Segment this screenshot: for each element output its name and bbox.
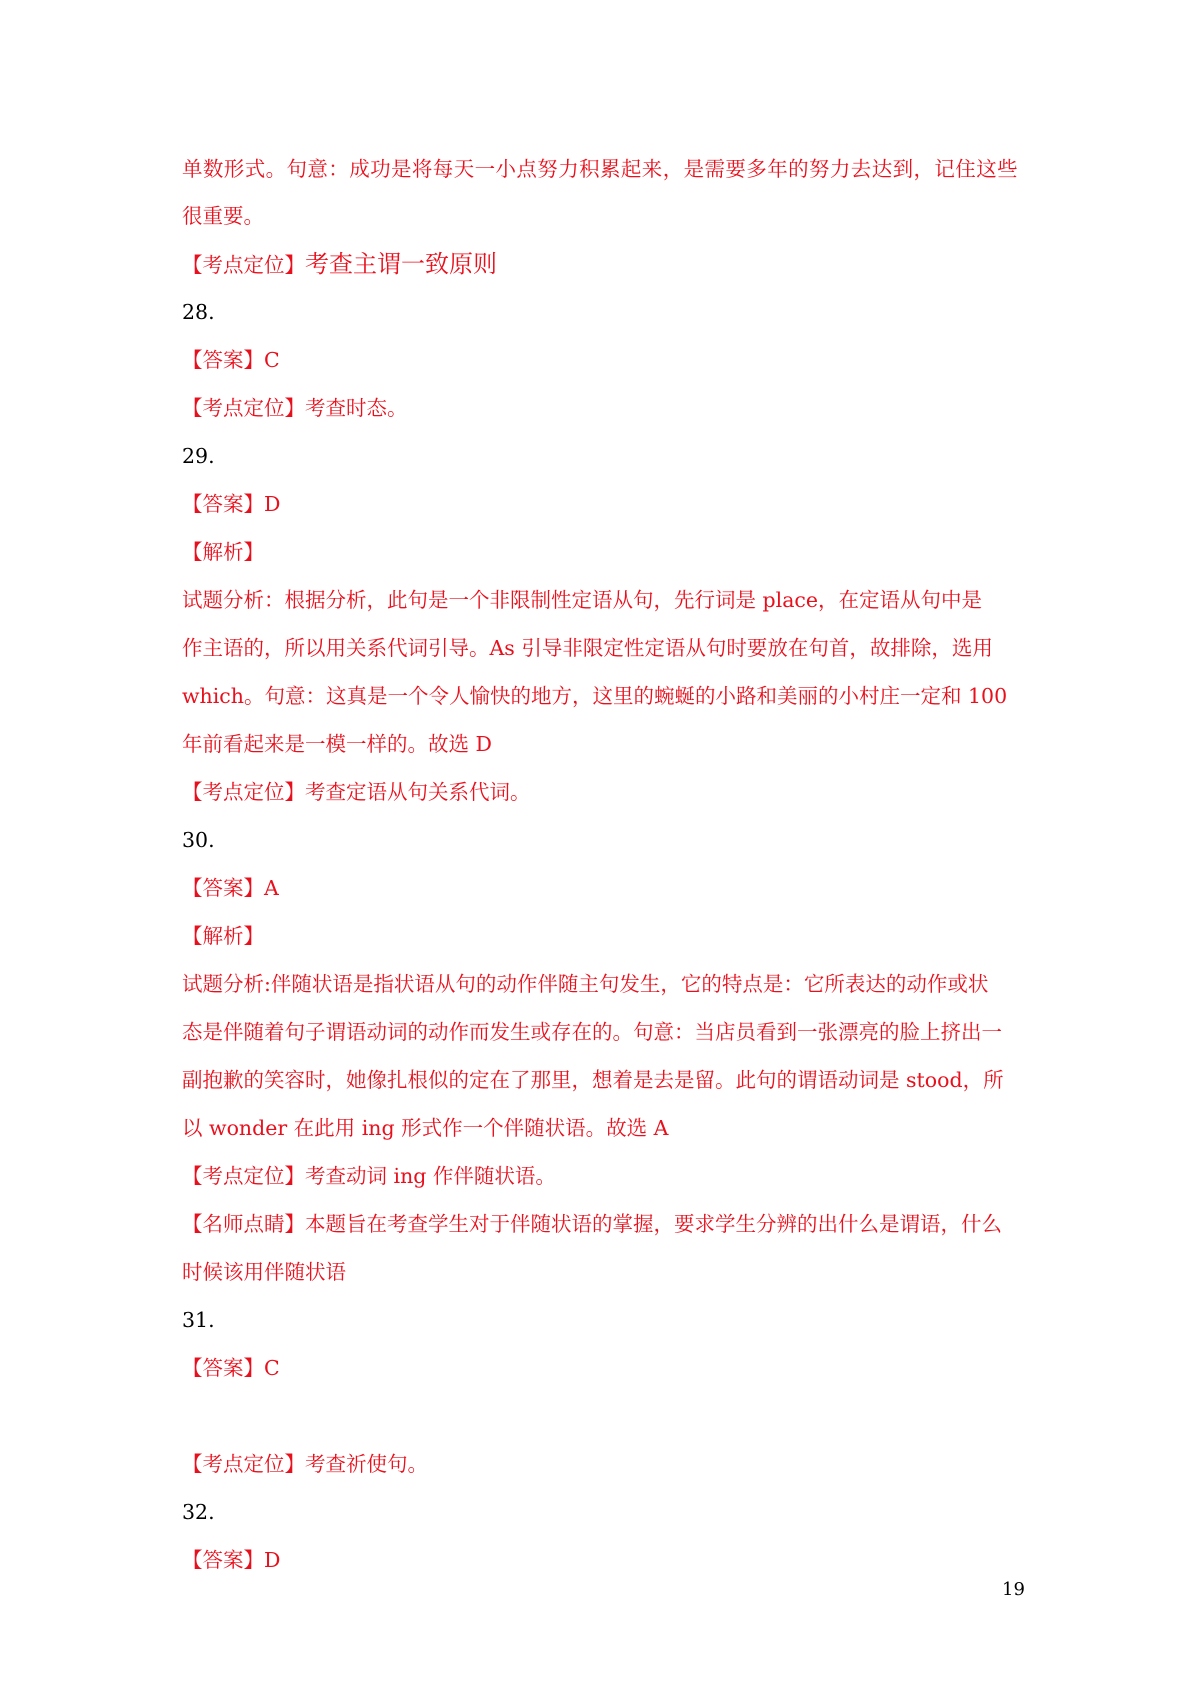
- answer-32: 【答案】D: [182, 1548, 281, 1572]
- text-line-2: 很重要。: [182, 204, 264, 228]
- question-number-31: 31.: [182, 1308, 215, 1332]
- analysis-30-line-2: 态是伴随着句子谓语动词的动作而发生或存在的。句意：当店员看到一张漂亮的脸上挤出一: [182, 1020, 1002, 1044]
- answer-28: 【答案】C: [182, 348, 280, 372]
- kaodian-label: 【考点定位】: [182, 253, 305, 277]
- answer-29: 【答案】D: [182, 492, 281, 516]
- answer-31: 【答案】C: [182, 1356, 280, 1380]
- analysis-29-line-3: which。句意：这真是一个令人愉快的地方，这里的蜿蜒的小路和美丽的小村庄一定和 100: [182, 684, 1008, 708]
- question-number-29: 29.: [182, 444, 215, 468]
- analysis-label-30: 【解析】: [182, 924, 264, 948]
- mingshi-30-line-1: 【名师点睛】本题旨在考查学生对于伴随状语的掌握，要求学生分辨的出什么是谓语，什么: [182, 1212, 1002, 1236]
- page-number: 19: [1002, 1579, 1025, 1600]
- question-number-30: 30.: [182, 828, 215, 852]
- analysis-29-line-2: 作主语的，所以用关系代词引导。As 引导非限定性定语从句时要放在句首，故排除，选用: [182, 636, 993, 660]
- analysis-29-line-1: 试题分析：根据分析，此句是一个非限制性定语从句，先行词是 place，在定语从句中是: [182, 588, 983, 612]
- analysis-30-line-3: 副抱歉的笑容时，她像扎根似的定在了那里，想着是去是留。此句的谓语动词是 stood，所: [182, 1068, 1004, 1092]
- analysis-30-line-4: 以 wonder 在此用 ing 形式作一个伴随状语。故选 A: [182, 1116, 669, 1140]
- kaodian-heading-1: [182, 250, 497, 279]
- kaodian-text-1: 考查主谓一致原则: [305, 250, 497, 278]
- kaodian-30: 【考点定位】考查动词 ing 作伴随状语。: [182, 1164, 556, 1188]
- mingshi-30-line-2: 时候该用伴随状语: [182, 1260, 346, 1284]
- analysis-label-29: 【解析】: [182, 540, 264, 564]
- kaodian-31: 【考点定位】考查祈使句。: [182, 1452, 428, 1476]
- kaodian-29: 【考点定位】考查定语从句关系代词。: [182, 780, 531, 804]
- analysis-30-line-1: 试题分析:伴随状语是指状语从句的动作伴随主句发生，它的特点是：它所表达的动作或状: [182, 972, 989, 996]
- text-line-1: 单数形式。句意：成功是将每天一小点努力积累起来，是需要多年的努力去达到，记住这些: [182, 157, 1018, 181]
- kaodian-28: 【考点定位】考查时态。: [182, 396, 408, 420]
- analysis-29-line-4: 年前看起来是一模一样的。故选 D: [182, 732, 492, 756]
- question-number-32: 32.: [182, 1500, 215, 1524]
- answer-30: 【答案】A: [182, 876, 279, 900]
- question-number-28: 28.: [182, 300, 215, 324]
